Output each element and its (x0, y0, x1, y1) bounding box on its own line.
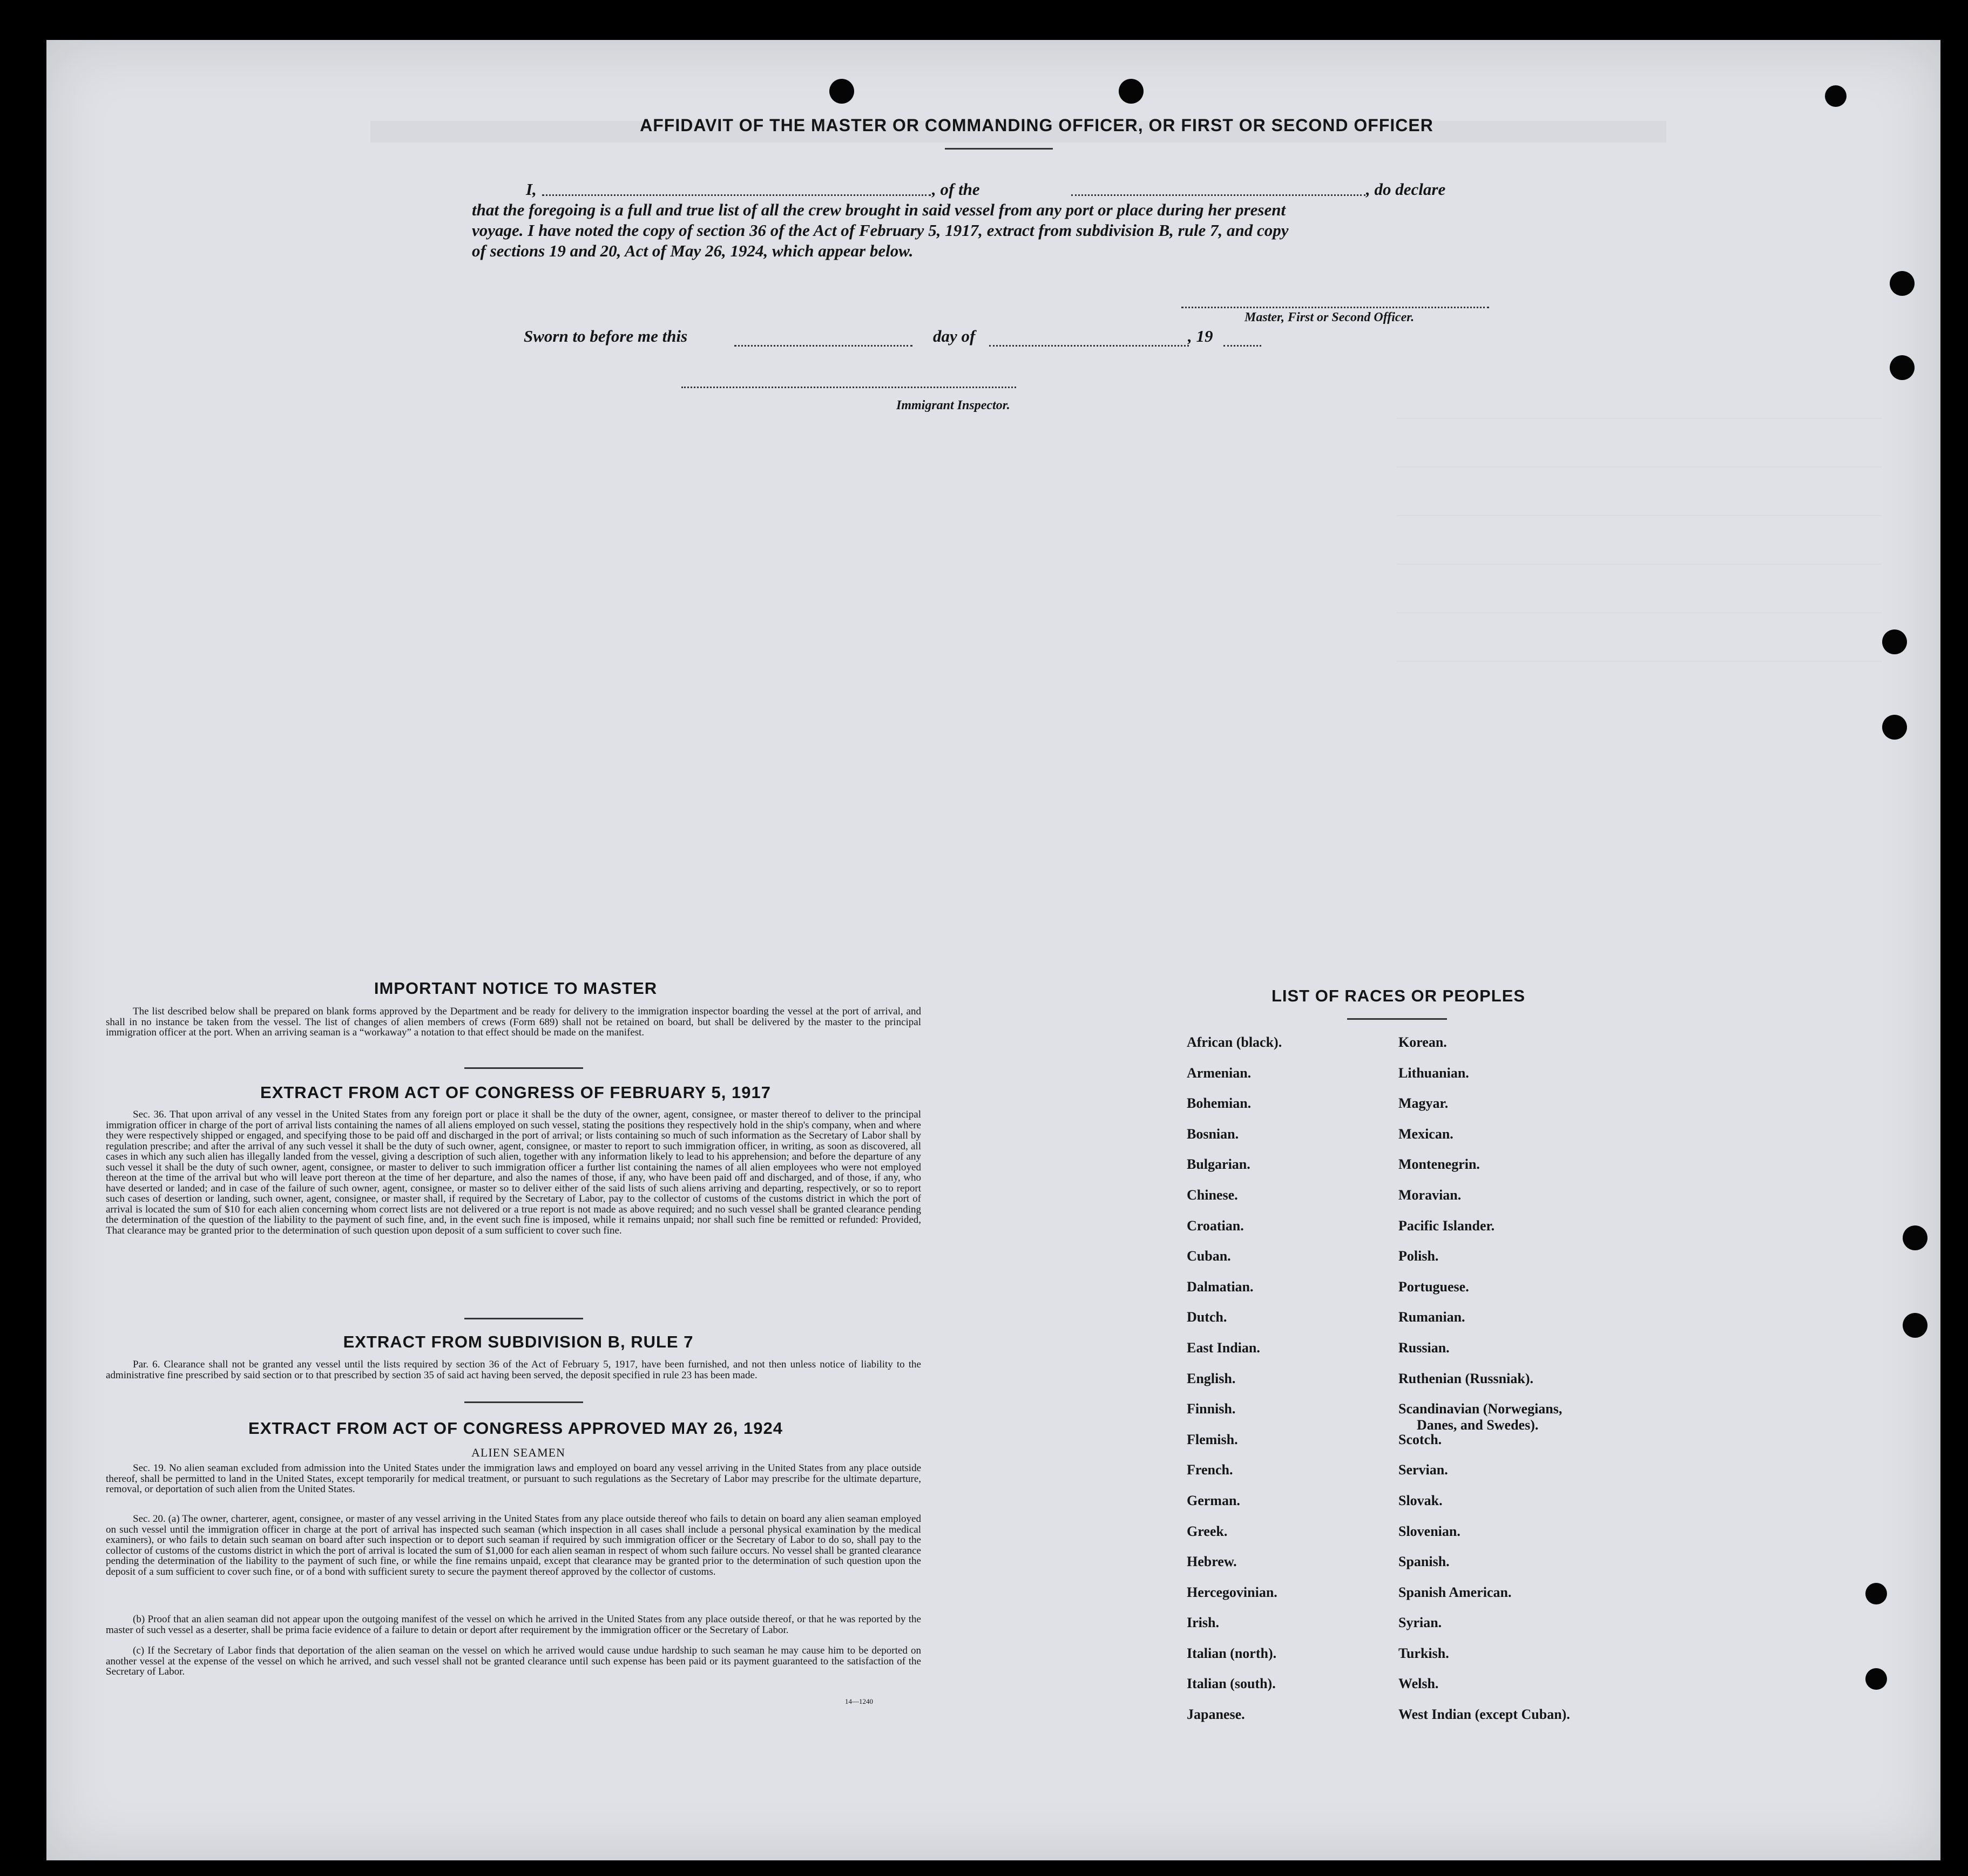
race-item: Slovak. (1398, 1492, 1443, 1508)
race-item: Danes, and Swedes). (1417, 1417, 1539, 1433)
race-item: Japanese. (1187, 1706, 1245, 1723)
declaration-line-2: that the foregoing is a full and true list of all the crew brought in said vessel from any port or place during her present (472, 200, 1286, 219)
race-item: Flemish. (1187, 1431, 1238, 1447)
race-item: English. (1187, 1370, 1236, 1386)
form-number: 14—1240 (845, 1697, 873, 1705)
extract-1917-title: EXTRACT FROM ACT OF CONGRESS OF FEBRUARY 5, 1917 (260, 1083, 771, 1102)
race-item: Slovenian. (1398, 1523, 1460, 1539)
sworn-month-blank (989, 345, 1189, 347)
race-item: Bulgarian. (1187, 1156, 1250, 1173)
notice-text: The list described below shall be prepared on blank forms approved by the Department and be ready for delivery to the immigration inspector boarding the vessel at the port of arrival, and shall in no instance be taken from the vessel. The list of changes of alien members of crews (Form 689) shall not be retained on board, but shall be delivered by the master to the principal immigration officer at the port. When an arriving seaman is a “workaway” a notation to that effect should be made on the manifest. (106, 1006, 921, 1038)
races-title-rule (1347, 1018, 1447, 1020)
affidavit-title: AFFIDAVIT OF THE MASTER OR COMMANDING OFFICER, OR FIRST OR SECOND OFFICER (640, 116, 1433, 135)
punch-hole (1119, 79, 1144, 104)
punch-hole (1890, 271, 1915, 296)
sec-20a-text: Sec. 20. (a) The owner, charterer, agent, consignee, or master of any vessel arriving in the United States from any place outside thereof who fails to detain on board any alien seaman employed on such vessel until the immigration officer in charge at the port of arrival has inspected such seaman (which inspection in all cases shall include a personal physical examination by the medical examiners), or who fails to detain such seaman on board after such inspection or to deport such seaman if required by such immigration officer or the Secretary of Labor to do so, shall pay to the collector of customs of the customs district in which the port of arrival is located the sum of $1,000 for each alien seaman in respect of whom such failure occurs. No vessel shall be granted clearance pending the determination of the liability to the payment of such fine, or while the fine remains unpaid, except that clearance may be granted prior to the determination of such question upon the deposit of a sum sufficient to cover such fine, or of a bond with sufficient surety to secure the payment thereof approved by the collector of customs. (106, 1513, 921, 1577)
race-item: Servian. (1398, 1462, 1448, 1478)
punch-hole (1825, 85, 1847, 107)
races-left-column (1187, 1034, 1282, 1737)
declaration-line-3: voyage. I have noted the copy of section 36 of the Act of February 5, 1917, extract from subdivision B, rule 7, and copy (472, 221, 1289, 240)
race-item: Bosnian. (1187, 1126, 1239, 1142)
punch-hole (1882, 715, 1907, 740)
race-item: Bohemian. (1187, 1095, 1252, 1112)
rule7-title: EXTRACT FROM SUBDIVISION B, RULE 7 (343, 1332, 694, 1351)
race-item: East Indian. (1187, 1339, 1260, 1356)
sworn-line (524, 327, 1269, 348)
sworn-before-me: Sworn to before me this (524, 327, 688, 346)
punch-hole (1865, 1583, 1887, 1604)
vessel-blank (1071, 194, 1365, 196)
race-item: Montenegrin. (1398, 1156, 1480, 1173)
section-divider (464, 1401, 583, 1403)
race-item: Turkish. (1398, 1645, 1449, 1661)
affidavit-declaration (472, 179, 1530, 261)
race-item: Cuban. (1187, 1248, 1231, 1264)
race-item: Chinese. (1187, 1187, 1238, 1203)
declaration-of-the: , of the (932, 180, 980, 199)
race-item: Portuguese. (1398, 1278, 1469, 1295)
races-title: LIST OF RACES OR PEOPLES (1271, 986, 1526, 1005)
punch-hole (829, 79, 854, 104)
sworn-day-of: day of (933, 327, 976, 346)
sworn-day-blank (734, 345, 912, 347)
master-signature-label: Master, First or Second Officer. (1245, 310, 1415, 324)
sec-20b-text: (b) Proof that an alien seaman did not appear upon the outgoing manifest of the vessel on which he arrived in the United States from any place outside thereof, or that he was reported by the master of such vessel as a deserter, shall be prima facie evidence of a failure to detain or deport after requirement by the immigration officer or the Secretary of Labor. (106, 1614, 921, 1636)
race-item: Scotch. (1398, 1431, 1442, 1447)
declaration-pronoun: I, (526, 180, 537, 199)
alien-seamen-subtitle: ALIEN SEAMEN (471, 1446, 565, 1459)
extract-1924-title: EXTRACT FROM ACT OF CONGRESS APPROVED MAY 26, 1924 (248, 1419, 783, 1438)
punch-hole (1865, 1668, 1887, 1690)
race-item: Rumanian. (1398, 1309, 1465, 1325)
race-item: Polish. (1398, 1248, 1439, 1264)
race-item: Greek. (1187, 1523, 1228, 1539)
declaration-do-declare: , do declare (1366, 180, 1446, 199)
race-item: Lithuanian. (1398, 1065, 1469, 1081)
race-item: Welsh. (1398, 1676, 1439, 1692)
race-item: French. (1187, 1462, 1233, 1478)
rule7-text: Par. 6. Clearance shall not be granted any vessel until the lists required by section 36 of the Act of February 5, 1917, have been furnished, and not then unless notice of liability to the administrative fine prescribed by said section or to that prescribed by section 35 of said act having been served, the deposit specified in rule 23 has been made. (106, 1359, 921, 1381)
race-item: Mexican. (1398, 1126, 1453, 1142)
race-item: Dalmatian. (1187, 1278, 1254, 1295)
race-item: Magyar. (1398, 1095, 1449, 1112)
punch-hole (1903, 1313, 1928, 1338)
race-item: Pacific Islander. (1398, 1217, 1495, 1234)
race-item: Italian (south). (1187, 1676, 1276, 1692)
race-item: Spanish. (1398, 1554, 1450, 1570)
bleed-through-shadow (1396, 418, 1882, 699)
sec-19-text: Sec. 19. No alien seaman excluded from admission into the United States under the immigration laws and employed on board any vessel arriving in the United States from any place outside thereof, shall be permitted to land in the United States, except temporarily for medical treatment, or pursuant to such regulations as the Secretary of Labor may prescribe for the ultimate departure, removal, or deportation of such alien from the United States. (106, 1462, 921, 1495)
race-item: Russian. (1398, 1339, 1450, 1356)
punch-hole (1890, 355, 1915, 380)
section-divider (464, 1318, 583, 1319)
race-item: Korean. (1398, 1034, 1447, 1050)
extract-1917-text: Sec. 36. That upon arrival of any vessel in the United States from any foreign port or place it shall be the duty of the owner, agent, consignee, or master thereof to deliver to the principal immigration officer in charge of the port of arrival lists containing the names of all aliens employed on such vessel, stating the positions they respectively hold in the ship's company, when and where they were respectively shipped or engaged, and specifying those to be paid off and discharged in the port of arrival; or lists containing so much of such information as the Secretary of Labor shall by regulation prescribe; and after the arrival of any such vessel it shall be the duty of such owner, agent, consignee, or master to report to such immigration officer, in writing, as soon as discovered, all cases in which any such alien has illegally landed from the vessel, giving a description of such alien, together with any information likely to lead to his apprehension; and before the departure of any such vessel it shall be the duty of such owner, agent, consignee, or master to deliver to such immigration officer a further list containing the names of all alien employees who were not employed thereon at the time of the arrival but who will leave port thereon at the time of her departure, and also the names of those, if any, who have been paid off and discharged, and of those, if any, who have deserted or landed; and in case of the failure of such owner, agent, consignee, or master so to deliver either of the said lists of such aliens arriving and departing, respectively, or so to report such cases of desertion or landing, such owner, agent, consignee, or master shall, if required by the Secretary of Labor, pay to the collector of customs of the customs district in which the port of arrival is located the sum of $10 for each alien concerning whom correct lists are not delivered or a true report is not made as above required; and no such vessel shall be granted clearance pending the determination of the question of the liability to the payment of such fine, and, in the event such fine is imposed, while it remains unpaid; nor shall such fine be remitted or refunded: Provided, That clearance may be granted prior to the determination of such question upon deposit of a sum sufficient to cover such fine. (106, 1109, 921, 1236)
section-divider (464, 1067, 583, 1069)
race-item: Dutch. (1187, 1309, 1227, 1325)
race-item: Scandinavian (Norwegians, (1398, 1401, 1563, 1417)
race-item: African (black). (1187, 1034, 1282, 1050)
sworn-year: , 19 (1188, 327, 1213, 346)
race-item: German. (1187, 1492, 1240, 1508)
master-signature-line (1181, 307, 1489, 308)
race-item: Irish. (1187, 1615, 1219, 1631)
name-blank (542, 194, 931, 196)
punch-hole (1903, 1225, 1928, 1250)
race-item: Italian (north). (1187, 1645, 1277, 1661)
race-item: Spanish American. (1398, 1584, 1512, 1600)
races-right-column (1398, 1034, 1570, 1737)
document-page (46, 40, 1940, 1860)
affidavit-title-rule (945, 148, 1053, 150)
race-item: Finnish. (1187, 1401, 1236, 1417)
declaration-line-4: of sections 19 and 20, Act of May 26, 1924, which appear below. (472, 241, 914, 260)
notice-title: IMPORTANT NOTICE TO MASTER (374, 979, 658, 998)
race-item: Hebrew. (1187, 1554, 1237, 1570)
sec-20c-text: (c) If the Secretary of Labor finds that deportation of the alien seaman on the vessel on which he arrived would cause undue hardship to such seaman he may cause him to be deported on another vessel at the expense of the vessel on which he arrived, and such vessel shall not be granted clearance until such expense has been paid or its payment guaranteed to the satisfaction of the Secretary of Labor. (106, 1645, 921, 1677)
race-item: West Indian (except Cuban). (1398, 1706, 1570, 1723)
race-item: Ruthenian (Russniak). (1398, 1370, 1533, 1386)
sworn-year-blank (1223, 345, 1261, 347)
race-item: Moravian. (1398, 1187, 1462, 1203)
inspector-signature-label: Immigrant Inspector. (896, 398, 1010, 412)
race-item: Syrian. (1398, 1615, 1442, 1631)
race-item: Armenian. (1187, 1065, 1252, 1081)
race-item: Hercegovinian. (1187, 1584, 1277, 1600)
punch-hole (1882, 629, 1907, 654)
inspector-signature-line (681, 387, 1016, 388)
race-item: Croatian. (1187, 1217, 1244, 1234)
